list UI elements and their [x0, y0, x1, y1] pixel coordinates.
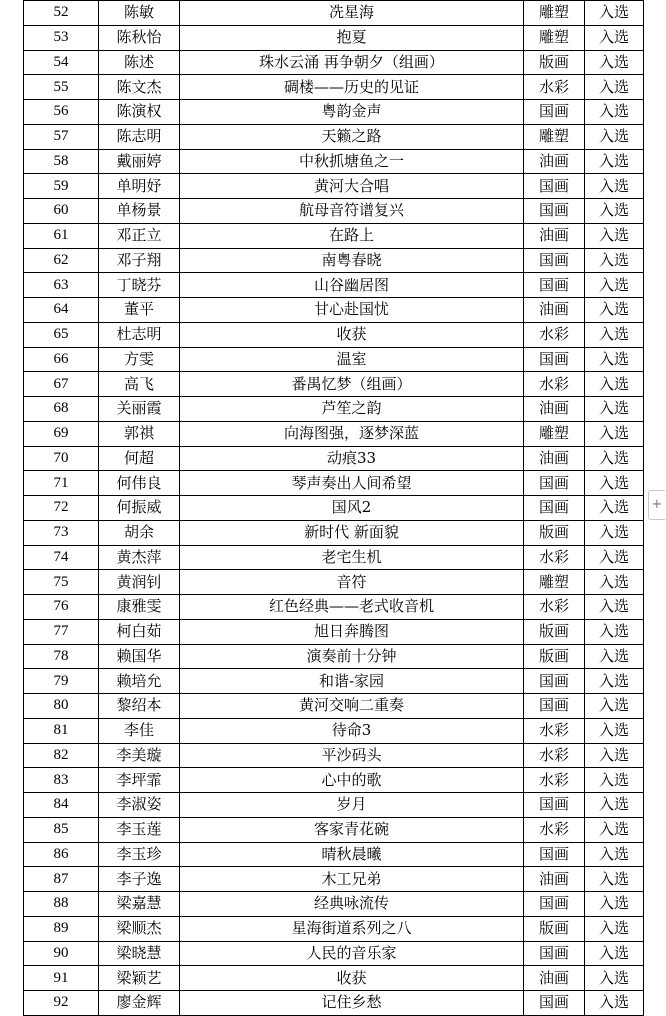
row-number-cell: 90	[24, 941, 99, 966]
row-number-cell: 88	[24, 892, 99, 917]
artwork-title-cell: 山谷幽居图	[180, 273, 524, 298]
result-cell: 入选	[585, 644, 644, 669]
table-row	[24, 273, 644, 298]
category-cell: 雕塑	[524, 25, 585, 50]
category-cell: 水彩	[524, 595, 585, 620]
artwork-title-cell: 老宅生机	[180, 545, 524, 570]
artist-name-cell: 丁晓芬	[99, 273, 180, 298]
category-cell: 雕塑	[524, 570, 585, 595]
artist-name-cell: 陈敏	[99, 1, 180, 26]
category-cell: 国画	[524, 248, 585, 273]
artist-name-cell: 梁顺杰	[99, 916, 180, 941]
artwork-title-cell: 黄河大合唱	[180, 174, 524, 199]
artwork-title-cell: 动痕33	[180, 446, 524, 471]
artwork-title-cell: 收获	[180, 966, 524, 991]
category-cell: 水彩	[524, 372, 585, 397]
category-cell: 版画	[524, 50, 585, 75]
result-cell: 入选	[585, 619, 644, 644]
table-row	[24, 298, 644, 323]
category-cell: 国画	[524, 669, 585, 694]
row-number-cell: 70	[24, 446, 99, 471]
result-cell: 入选	[585, 248, 644, 273]
artwork-title-cell: 心中的歌	[180, 768, 524, 793]
result-cell: 入选	[585, 199, 644, 224]
row-number-cell: 67	[24, 372, 99, 397]
result-cell: 入选	[585, 273, 644, 298]
artist-name-cell: 李美璇	[99, 743, 180, 768]
table-row	[24, 149, 644, 174]
row-number-cell: 75	[24, 570, 99, 595]
artwork-title-cell: 在路上	[180, 223, 524, 248]
category-cell: 国画	[524, 842, 585, 867]
table-row	[24, 916, 644, 941]
table-row	[24, 248, 644, 273]
table-row	[24, 595, 644, 620]
artwork-title-cell: 冼星海	[180, 1, 524, 26]
artist-name-cell: 何超	[99, 446, 180, 471]
table-row	[24, 743, 644, 768]
row-number-cell: 62	[24, 248, 99, 273]
artwork-title-cell: 记住乡愁	[180, 991, 524, 1016]
category-cell: 水彩	[524, 75, 585, 100]
artist-name-cell: 胡余	[99, 520, 180, 545]
table-row	[24, 570, 644, 595]
result-cell: 入选	[585, 421, 644, 446]
result-cell: 入选	[585, 50, 644, 75]
table-row	[24, 768, 644, 793]
artwork-title-cell: 琴声奏出人间希望	[180, 471, 524, 496]
result-cell: 入选	[585, 669, 644, 694]
category-cell: 国画	[524, 471, 585, 496]
artwork-title-cell: 星海街道系列之八	[180, 916, 524, 941]
row-number-cell: 52	[24, 1, 99, 26]
artwork-title-cell: 旭日奔腾图	[180, 619, 524, 644]
category-cell: 国画	[524, 347, 585, 372]
artwork-title-cell: 红色经典——老式收音机	[180, 595, 524, 620]
category-cell: 水彩	[524, 718, 585, 743]
result-cell: 入选	[585, 1, 644, 26]
category-cell: 版画	[524, 619, 585, 644]
category-cell: 国画	[524, 892, 585, 917]
result-cell: 入选	[585, 991, 644, 1016]
result-cell: 入选	[585, 570, 644, 595]
result-cell: 入选	[585, 471, 644, 496]
artwork-title-cell: 人民的音乐家	[180, 941, 524, 966]
row-number-cell: 54	[24, 50, 99, 75]
result-cell: 入选	[585, 793, 644, 818]
artist-name-cell: 李坪霏	[99, 768, 180, 793]
category-cell: 雕塑	[524, 1, 585, 26]
row-number-cell: 87	[24, 867, 99, 892]
result-cell: 入选	[585, 124, 644, 149]
row-number-cell: 59	[24, 174, 99, 199]
category-cell: 雕塑	[524, 124, 585, 149]
result-cell: 入选	[585, 496, 644, 521]
row-number-cell: 76	[24, 595, 99, 620]
artwork-title-cell: 待命3	[180, 718, 524, 743]
row-number-cell: 72	[24, 496, 99, 521]
result-cell: 入选	[585, 694, 644, 719]
result-cell: 入选	[585, 743, 644, 768]
result-cell: 入选	[585, 817, 644, 842]
result-cell: 入选	[585, 223, 644, 248]
artist-name-cell: 杜志明	[99, 322, 180, 347]
category-cell: 水彩	[524, 768, 585, 793]
category-cell: 油画	[524, 867, 585, 892]
table-row	[24, 75, 644, 100]
row-number-cell: 68	[24, 397, 99, 422]
artwork-title-cell: 平沙码头	[180, 743, 524, 768]
artist-name-cell: 黄杰萍	[99, 545, 180, 570]
artist-name-cell: 李玉珍	[99, 842, 180, 867]
row-number-cell: 85	[24, 817, 99, 842]
table-row	[24, 50, 644, 75]
table-row	[24, 991, 644, 1016]
artist-name-cell: 单杨景	[99, 199, 180, 224]
row-number-cell: 80	[24, 694, 99, 719]
result-cell: 入选	[585, 941, 644, 966]
artist-name-cell: 康雅雯	[99, 595, 180, 620]
artist-name-cell: 陈述	[99, 50, 180, 75]
result-cell: 入选	[585, 25, 644, 50]
artwork-title-cell: 音符	[180, 570, 524, 595]
artist-name-cell: 何伟良	[99, 471, 180, 496]
category-cell: 水彩	[524, 545, 585, 570]
artist-name-cell: 陈秋怡	[99, 25, 180, 50]
artwork-title-cell: 甘心赴国忧	[180, 298, 524, 323]
artwork-title-cell: 经典咏流传	[180, 892, 524, 917]
result-cell: 入选	[585, 174, 644, 199]
artist-name-cell: 赖国华	[99, 644, 180, 669]
result-cell: 入选	[585, 75, 644, 100]
result-cell: 入选	[585, 718, 644, 743]
artist-name-cell: 方雯	[99, 347, 180, 372]
artwork-title-cell: 和谐-家园	[180, 669, 524, 694]
row-number-cell: 60	[24, 199, 99, 224]
artist-name-cell: 赖培允	[99, 669, 180, 694]
artwork-title-cell: 南粤春晓	[180, 248, 524, 273]
row-number-cell: 56	[24, 100, 99, 125]
category-cell: 油画	[524, 149, 585, 174]
artist-name-cell: 陈文杰	[99, 75, 180, 100]
row-number-cell: 65	[24, 322, 99, 347]
table-row	[24, 446, 644, 471]
artist-name-cell: 邓子翔	[99, 248, 180, 273]
row-number-cell: 73	[24, 520, 99, 545]
artwork-title-cell: 向海图强，逐梦深蓝	[180, 421, 524, 446]
table-row	[24, 718, 644, 743]
table-row	[24, 100, 644, 125]
artwork-title-cell: 粤韵金声	[180, 100, 524, 125]
result-cell: 入选	[585, 372, 644, 397]
table-row	[24, 644, 644, 669]
result-cell: 入选	[585, 892, 644, 917]
artwork-title-cell: 晴秋晨曦	[180, 842, 524, 867]
table-row	[24, 793, 644, 818]
row-number-cell: 53	[24, 25, 99, 50]
row-number-cell: 83	[24, 768, 99, 793]
artist-name-cell: 高飞	[99, 372, 180, 397]
result-cell: 入选	[585, 768, 644, 793]
artwork-title-cell: 抱夏	[180, 25, 524, 50]
category-cell: 水彩	[524, 817, 585, 842]
category-cell: 国画	[524, 941, 585, 966]
table-row	[24, 941, 644, 966]
result-cell: 入选	[585, 842, 644, 867]
table-row	[24, 966, 644, 991]
row-number-cell: 57	[24, 124, 99, 149]
category-cell: 版画	[524, 520, 585, 545]
row-number-cell: 58	[24, 149, 99, 174]
result-cell: 入选	[585, 966, 644, 991]
artwork-title-cell: 碉楼——历史的见证	[180, 75, 524, 100]
artist-name-cell: 李佳	[99, 718, 180, 743]
result-cell: 入选	[585, 100, 644, 125]
artist-name-cell: 梁颖艺	[99, 966, 180, 991]
row-number-cell: 92	[24, 991, 99, 1016]
table-row	[24, 25, 644, 50]
result-cell: 入选	[585, 446, 644, 471]
table-row	[24, 322, 644, 347]
row-number-cell: 91	[24, 966, 99, 991]
plus-icon: +	[651, 497, 663, 512]
table-row	[24, 223, 644, 248]
category-cell: 国画	[524, 991, 585, 1016]
artwork-title-cell: 岁月	[180, 793, 524, 818]
row-number-cell: 81	[24, 718, 99, 743]
artwork-title-cell: 番禺忆梦（组画）	[180, 372, 524, 397]
row-number-cell: 82	[24, 743, 99, 768]
category-cell: 国画	[524, 496, 585, 521]
row-number-cell: 84	[24, 793, 99, 818]
table-row	[24, 199, 644, 224]
row-number-cell: 69	[24, 421, 99, 446]
artwork-title-cell: 新时代 新面貌	[180, 520, 524, 545]
artist-name-cell: 邓正立	[99, 223, 180, 248]
category-cell: 国画	[524, 273, 585, 298]
table-row	[24, 397, 644, 422]
category-cell: 水彩	[524, 322, 585, 347]
result-cell: 入选	[585, 322, 644, 347]
table-row	[24, 817, 644, 842]
artist-name-cell: 单明妤	[99, 174, 180, 199]
category-cell: 油画	[524, 223, 585, 248]
result-cell: 入选	[585, 595, 644, 620]
table-row	[24, 421, 644, 446]
result-cell: 入选	[585, 520, 644, 545]
artwork-title-cell: 收获	[180, 322, 524, 347]
result-cell: 入选	[585, 347, 644, 372]
row-number-cell: 74	[24, 545, 99, 570]
artwork-title-cell: 航母音符谱复兴	[180, 199, 524, 224]
table-row	[24, 694, 644, 719]
results-table	[23, 0, 644, 1016]
row-number-cell: 77	[24, 619, 99, 644]
artist-name-cell: 戴丽婷	[99, 149, 180, 174]
category-cell: 版画	[524, 644, 585, 669]
artwork-title-cell: 芦笙之韵	[180, 397, 524, 422]
expand-tab[interactable]	[648, 490, 665, 520]
table-row	[24, 372, 644, 397]
category-cell: 国画	[524, 793, 585, 818]
artist-name-cell: 何振威	[99, 496, 180, 521]
artist-name-cell: 关丽霞	[99, 397, 180, 422]
result-cell: 入选	[585, 916, 644, 941]
results-table-body	[24, 1, 644, 1016]
row-number-cell: 78	[24, 644, 99, 669]
artist-name-cell: 董平	[99, 298, 180, 323]
table-row	[24, 520, 644, 545]
artist-name-cell: 柯白茹	[99, 619, 180, 644]
category-cell: 油画	[524, 446, 585, 471]
result-cell: 入选	[585, 149, 644, 174]
table-row	[24, 1, 644, 26]
row-number-cell: 86	[24, 842, 99, 867]
category-cell: 油画	[524, 397, 585, 422]
table-row	[24, 471, 644, 496]
artist-name-cell: 廖金辉	[99, 991, 180, 1016]
artist-name-cell: 梁嘉慧	[99, 892, 180, 917]
category-cell: 版画	[524, 916, 585, 941]
row-number-cell: 64	[24, 298, 99, 323]
table-row	[24, 842, 644, 867]
table-row	[24, 619, 644, 644]
category-cell: 水彩	[524, 743, 585, 768]
category-cell: 油画	[524, 966, 585, 991]
category-cell: 国画	[524, 174, 585, 199]
artwork-title-cell: 天籁之路	[180, 124, 524, 149]
row-number-cell: 55	[24, 75, 99, 100]
table-row	[24, 496, 644, 521]
artwork-title-cell: 国风2	[180, 496, 524, 521]
artwork-title-cell: 客家青花碗	[180, 817, 524, 842]
row-number-cell: 89	[24, 916, 99, 941]
artwork-title-cell: 演奏前十分钟	[180, 644, 524, 669]
table-row	[24, 347, 644, 372]
category-cell: 国画	[524, 694, 585, 719]
result-cell: 入选	[585, 397, 644, 422]
artwork-title-cell: 珠水云涌 再争朝夕（组画）	[180, 50, 524, 75]
artist-name-cell: 郭祺	[99, 421, 180, 446]
row-number-cell: 79	[24, 669, 99, 694]
row-number-cell: 61	[24, 223, 99, 248]
result-cell: 入选	[585, 298, 644, 323]
artist-name-cell: 李淑姿	[99, 793, 180, 818]
artwork-title-cell: 黄河交响二重奏	[180, 694, 524, 719]
table-row	[24, 124, 644, 149]
artist-name-cell: 陈演权	[99, 100, 180, 125]
table-row	[24, 174, 644, 199]
artist-name-cell: 陈志明	[99, 124, 180, 149]
row-number-cell: 71	[24, 471, 99, 496]
category-cell: 国画	[524, 199, 585, 224]
category-cell: 国画	[524, 100, 585, 125]
artwork-title-cell: 温室	[180, 347, 524, 372]
artwork-title-cell: 中秋抓塘鱼之一	[180, 149, 524, 174]
artist-name-cell: 李子逸	[99, 867, 180, 892]
category-cell: 雕塑	[524, 421, 585, 446]
category-cell: 油画	[524, 298, 585, 323]
artist-name-cell: 黎绍本	[99, 694, 180, 719]
table-row	[24, 669, 644, 694]
row-number-cell: 63	[24, 273, 99, 298]
artist-name-cell: 李玉莲	[99, 817, 180, 842]
table-row	[24, 867, 644, 892]
row-number-cell: 66	[24, 347, 99, 372]
result-cell: 入选	[585, 545, 644, 570]
result-cell: 入选	[585, 867, 644, 892]
table-row	[24, 545, 644, 570]
artwork-title-cell: 木工兄弟	[180, 867, 524, 892]
artist-name-cell: 黄润钊	[99, 570, 180, 595]
table-row	[24, 892, 644, 917]
artist-name-cell: 梁晓慧	[99, 941, 180, 966]
